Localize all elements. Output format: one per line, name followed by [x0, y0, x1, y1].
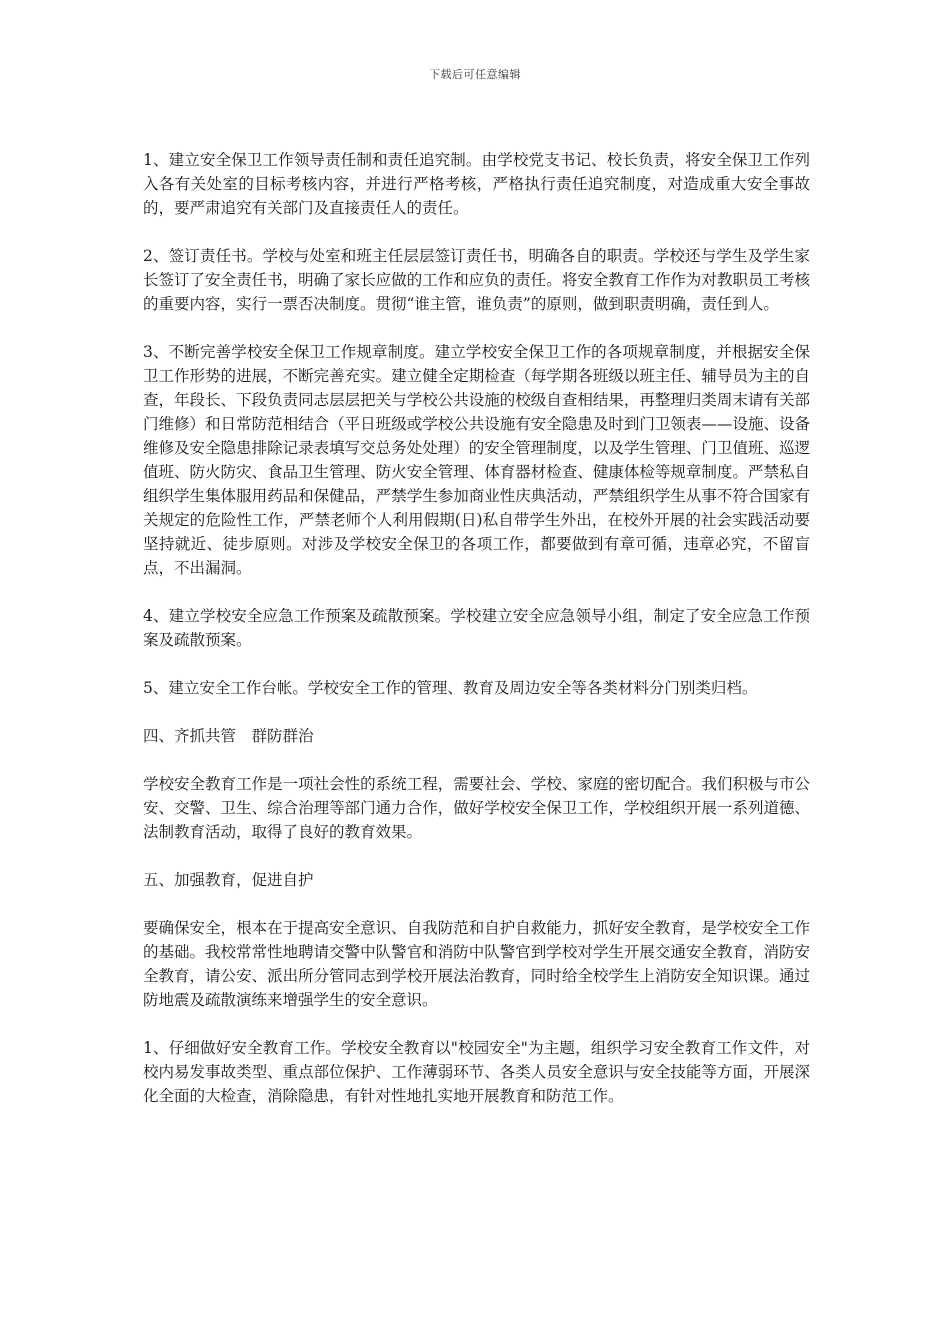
paragraph-6: 学校安全教育工作是一项社会性的系统工程，需要社会、学校、家庭的密切配合。我们积极与市公安、交警、卫生、综合治理等部门通力合作，做好学校安全保卫工作，学校组织开展一系列道德、法制教育活动，取得了良好的教育效果。 [143, 775, 810, 841]
paragraph-1: 1、建立安全保卫工作领导责任制和责任追究制。由学校党支书记、校长负责，将安全保卫工作列入各有关处室的目标考核内容，并进行严格考核，严格执行责任追究制度，对造成重大安全事故的，要严肃追究有关部门及直接责任人的责任。 [143, 151, 810, 217]
paragraph-7: 要确保安全，根本在于提高安全意识、自我防范和自护自救能力，抓好安全教育，是学校安全工作的基础。我校常常性地聘请交警中队警官和消防中队警官到学校对学生开展交通安全教育，消防安全教育，请公安、派出所分管同志到学校开展法治教育，同时给全校学生上消防安全知识课。通过防地震及疏散演练来增强学生的安全意识。 [143, 919, 810, 1009]
section-heading-4: 四、齐抓共管 群防群治 [143, 727, 314, 745]
paragraph-8: 1、仔细做好安全教育工作。学校安全教育以"校园安全"为主题，组织学习安全教育工作文件，对校内易发事故类型、重点部位保护、工作薄弱环节、各类人员安全意识与安全技能等方面，开展深化全面的大检查，消除隐患，有针对性地扎实地开展教育和防范工作。 [143, 1039, 810, 1105]
paragraph-2: 2、签订责任书。学校与处室和班主任层层签订责任书，明确各自的职责。学校还与学生及学生家长签订了安全责任书，明确了家长应做的工作和应负的责任。将安全教育工作作为对教职员工考核的重要内容，实行一票否决制度。贯彻“谁主管，谁负责”的原则，做到职责明确，责任到人。 [143, 247, 810, 313]
paragraph-5: 5、建立安全工作台帐。学校安全工作的管理、教育及周边安全等各类材料分门别类归档。 [143, 679, 758, 697]
page-header-note: 下载后可任意编辑 [429, 68, 521, 81]
document-body [143, 148, 810, 1132]
paragraph-3: 3、不断完善学校安全保卫工作规章制度。建立学校安全保卫工作的各项规章制度，并根据安全保卫工作形势的进展，不断完善充实。建立健全定期检查（每学期各班级以班主任、辅导员为主的自查，年段长、下段负责同志层层把关与学校公共设施的校级自查相结果，再整理归类周末请有关部门维修）和日常防范相结合（平日班级或学校公共设施有安全隐患及时到门卫领表——设施、设备维修及安全隐患排除记录表填写交总务处处理）的安全管理制度，以及学生管理、门卫值班、巡逻值班、防火防灾、食品卫生管理、防火安全管理、体育器材检查、健康体检等规章制度。严禁私自组织学生集体服用药品和保健品，严禁学生参加商业性庆典活动，严禁组织学生从事不符合国家有关规定的危险性工作，严禁老师个人利用假期(日)私自带学生外出，在校外开展的社会实践活动要坚持就近、徒步原则。对涉及学校安全保卫的各项工作，都要做到有章可循，违章必究，不留盲点，不出漏洞。 [143, 343, 810, 577]
paragraph-4: 4、建立学校安全应急工作预案及疏散预案。学校建立安全应急领导小组，制定了安全应急工作预案及疏散预案。 [143, 607, 810, 649]
section-heading-5: 五、加强教育，促进自护 [143, 871, 314, 889]
